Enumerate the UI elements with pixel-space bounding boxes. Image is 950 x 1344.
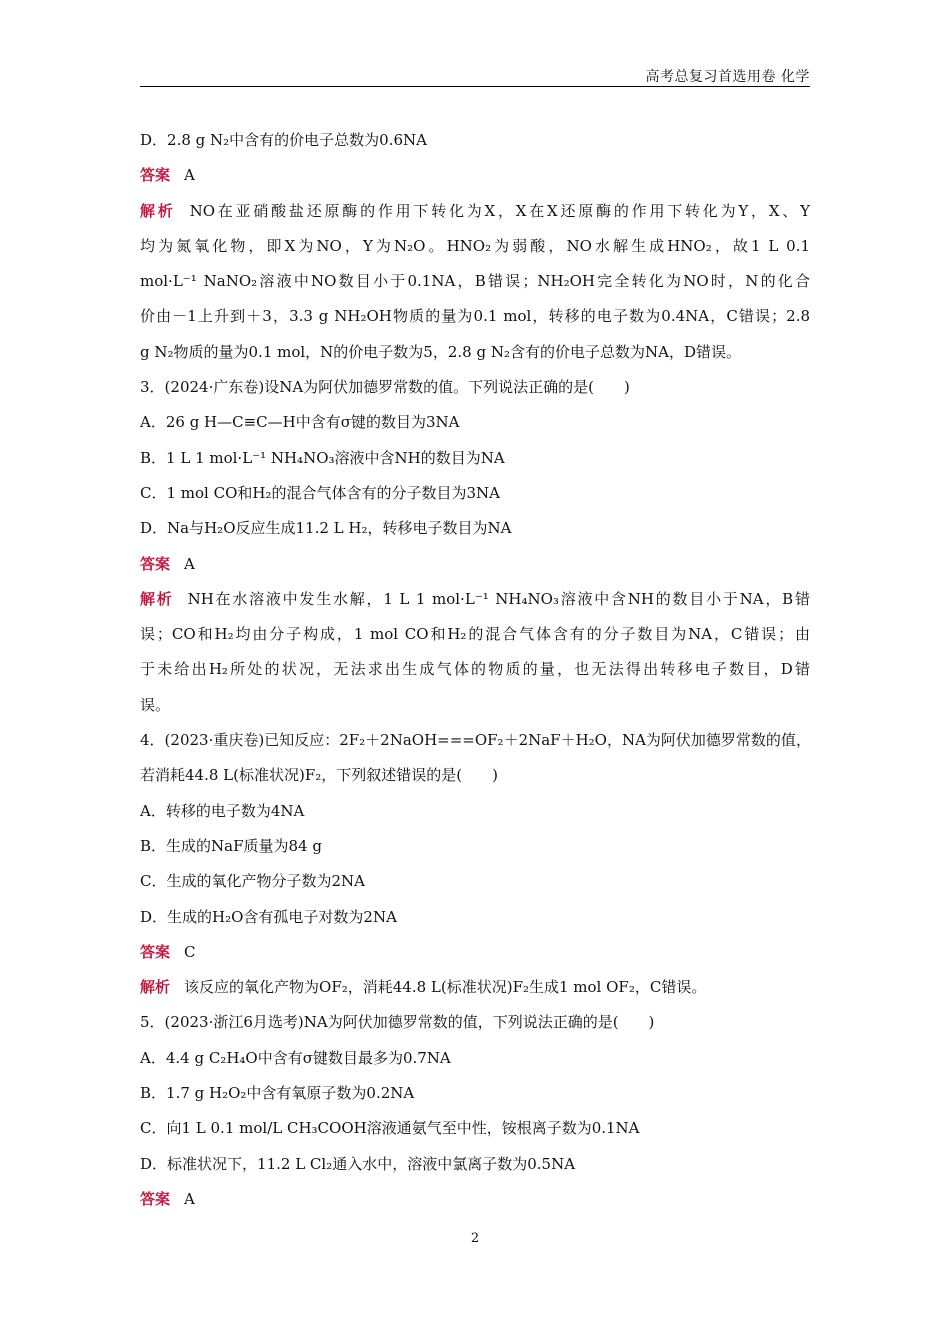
q2-answer: A bbox=[184, 166, 195, 185]
q3-option: C．1 mol CO和H₂的混合气体含有的分子数目为3NA bbox=[140, 483, 500, 502]
q3-analysis-line: 解析 NH在水溶液中发生水解，1 L 1 mol·L⁻¹ NH₄NO₃溶液中含NH的数目小于NA，B错 bbox=[140, 589, 810, 608]
q3-option: A．26 g H—C≡C—H中含有σ键的数目为3NA bbox=[140, 413, 460, 432]
q2-analysis-line: 均为氮氧化物，即X为NO，Y为N₂O。HNO₂为弱酸，NO水解生成HNO₂，故1 L 0.1 bbox=[140, 236, 810, 255]
q4-option: B．生成的NaF质量为84 g bbox=[140, 836, 322, 855]
q2-analysis-line: 解析 NO在亚硝酸盐还原酶的作用下转化为X，X在X还原酶的作用下转化为Y，X、Y bbox=[140, 201, 810, 220]
q3-analysis-line: 误。 bbox=[140, 695, 171, 714]
q4-option: C．生成的氧化产物分子数为2NA bbox=[140, 872, 365, 891]
q2-answer-line bbox=[140, 158, 810, 193]
q4-answer-line bbox=[140, 935, 810, 970]
q5-option: B．1.7 g H₂O₂中含有氧原子数为0.2NA bbox=[140, 1084, 415, 1103]
q2-analysis-line: mol·L⁻¹ NaNO₂溶液中NO数目小于0.1NA，B错误；NH₂OH完全转化为NO时，N的化合 bbox=[140, 272, 810, 291]
q2-analysis-line: g N₂物质的量为0.1 mol，N的价电子数为5，2.8 g N₂含有的价电子总数为NA，D错误。 bbox=[140, 342, 741, 361]
q4-option: D．生成的H₂O含有孤电子对数为2NA bbox=[140, 907, 397, 926]
page-number: 2 bbox=[470, 1231, 480, 1246]
answer-label: 答案 bbox=[140, 166, 171, 185]
q3-analysis-line: 于未给出H₂所处的状况，无法求出生成气体的物质的量，也无法得出转移电子数目，D错 bbox=[140, 660, 810, 679]
q3-answer: A bbox=[184, 554, 195, 573]
q3-analysis-line: 误；CO和H₂均由分子构成，1 mol CO和H₂的混合气体含有的分子数目为NA，C错误；由 bbox=[140, 625, 810, 644]
q5-option: C．向1 L 0.1 mol/L CH₃COOH溶液通氨气至中性，铵根离子数为0.1NA bbox=[140, 1119, 640, 1138]
header-title: 高考总复习首选用卷 化学 bbox=[645, 69, 810, 85]
q5-option: D．标准状况下，11.2 L Cl₂通入水中，溶液中氯离子数为0.5NA bbox=[140, 1154, 576, 1173]
q4-answer: C bbox=[184, 942, 196, 961]
q5-answer-line bbox=[140, 1182, 810, 1217]
q5-option: A．4.4 g C₂H₄O中含有σ键数目最多为0.7NA bbox=[140, 1048, 451, 1067]
header-rule bbox=[140, 86, 810, 87]
q4-stem: 4．(2023·重庆卷)已知反应：2F₂＋2NaOH===OF₂＋2NaF＋H₂O，NA为阿伏加德罗常数的值， bbox=[140, 731, 811, 750]
q5-answer: A bbox=[184, 1189, 195, 1208]
q3-option: B．1 L 1 mol·L⁻¹ NH₄NO₃溶液中含NH的数目为NA bbox=[140, 448, 505, 467]
analysis-label: 解析 bbox=[140, 589, 174, 608]
q4-option: A．转移的电子数为4NA bbox=[140, 801, 305, 820]
q3-answer-line bbox=[140, 547, 810, 582]
q3-option: D．Na与H₂O反应生成11.2 L H₂，转移电子数目为NA bbox=[140, 519, 512, 538]
answer-label: 答案 bbox=[140, 554, 171, 573]
answer-label: 答案 bbox=[140, 1189, 171, 1208]
q2-option-d: D．2.8 g N₂中含有的价电子总数为0.6NA bbox=[140, 131, 427, 149]
analysis-label: 解析 bbox=[140, 201, 176, 220]
q4-analysis-line: 解析 该反应的氧化产物为OF₂，消耗44.8 L(标准状况)F₂生成1 mol OF₂，C错误。 bbox=[140, 978, 707, 997]
q3-stem: 3．(2024·广东卷)设NA为阿伏加德罗常数的值。下列说法正确的是( ) bbox=[140, 378, 630, 397]
answer-label: 答案 bbox=[140, 942, 171, 961]
q5-stem: 5．(2023·浙江6月选考)NA为阿伏加德罗常数的值，下列说法正确的是( ) bbox=[140, 1013, 655, 1032]
q2-analysis-line: 价由－1上升到＋3，3.3 g NH₂OH物质的量为0.1 mol，转移的电子数为0.4NA，C错误；2.8 bbox=[140, 307, 810, 326]
analysis-label: 解析 bbox=[140, 978, 171, 997]
q4-stem: 若消耗44.8 L(标准状况)F₂，下列叙述错误的是( ) bbox=[140, 766, 498, 785]
content bbox=[140, 123, 810, 1217]
